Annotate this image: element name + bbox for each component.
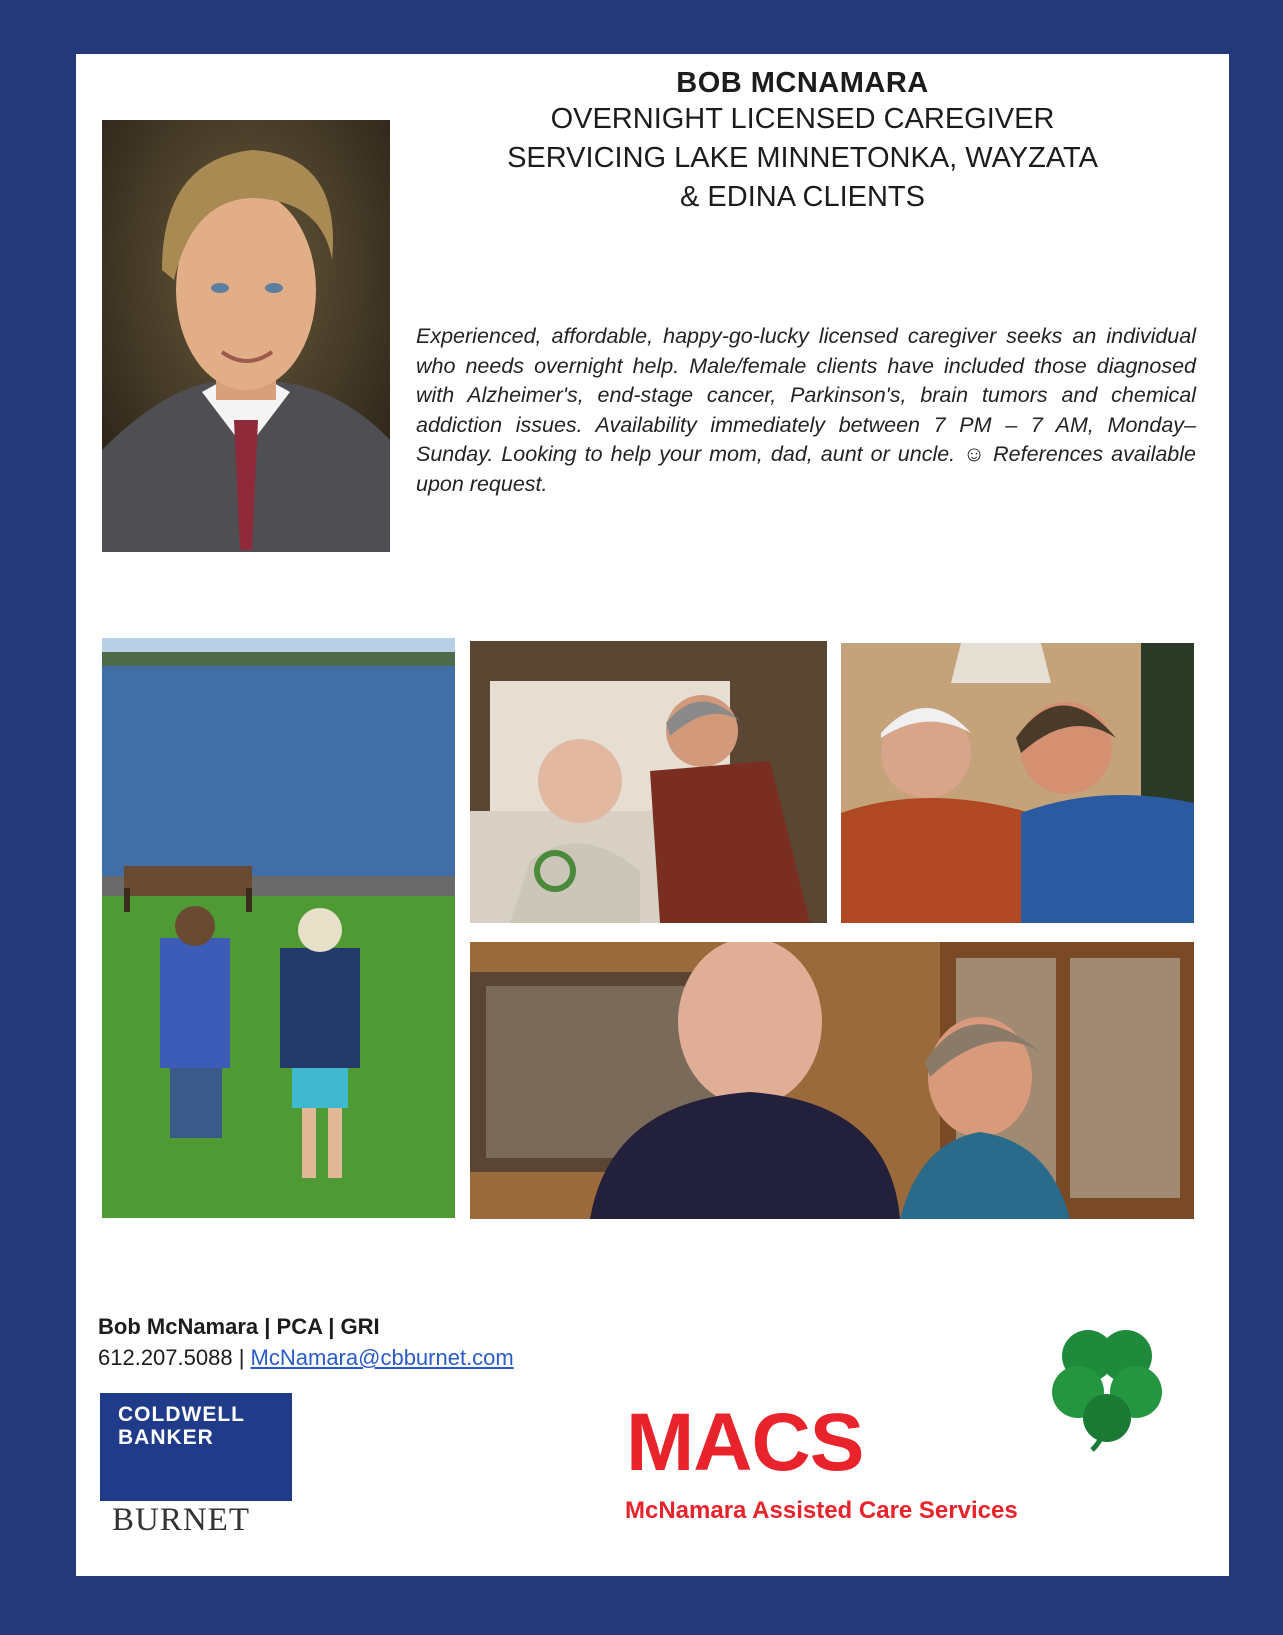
macs-subtitle: McNamara Assisted Care Services bbox=[625, 1497, 1018, 1524]
shamrock-icon bbox=[1048, 1320, 1166, 1452]
phone-number: 612.207.5088 bbox=[98, 1345, 233, 1370]
contact-line bbox=[98, 1342, 514, 1374]
contact-separator: | bbox=[238, 1345, 245, 1370]
headline-service-area: SERVICING LAKE MINNETONKA, WAYZATA bbox=[507, 142, 1098, 174]
logo-text-coldwell: COLDWELL bbox=[118, 1403, 245, 1426]
contact-name: Bob McNamara | PCA | GRI bbox=[98, 1314, 380, 1339]
headline-block bbox=[400, 66, 1205, 217]
bedside-photo bbox=[470, 641, 827, 923]
logo-text-burnet: BURNET bbox=[112, 1502, 250, 1538]
headline-role: OVERNIGHT LICENSED CAREGIVER bbox=[550, 103, 1055, 135]
kitchen-photo bbox=[470, 942, 1194, 1219]
headline-service-area-2: & EDINA CLIENTS bbox=[680, 181, 925, 213]
coldwell-banker-logo bbox=[100, 1393, 292, 1501]
headshot-photo bbox=[102, 120, 390, 552]
caregiver-name: BOB MCNAMARA bbox=[676, 67, 929, 99]
client-visit-photo bbox=[841, 643, 1194, 923]
contact-block bbox=[98, 1312, 514, 1374]
description-paragraph: Experienced, affordable, happy-go-lucky licensed caregiver seeks an individual who needs overnight help. Male/female clients have included those diagnosed with Alzheimer's, end-stage cancer, Parkinson's, brain tumors and chemical addiction issues. Availability immediately between 7 PM – 7 AM, Monday–Sunday. Looking to help your mom, dad, aunt or uncle. ☺ References available upon request. bbox=[416, 324, 1196, 496]
email-link[interactable]: McNamara@cbburnet.com bbox=[250, 1345, 514, 1370]
macs-title: MACS bbox=[626, 1397, 864, 1488]
lake-walk-photo bbox=[102, 638, 455, 1218]
logo-text-banker: BANKER bbox=[118, 1426, 214, 1449]
